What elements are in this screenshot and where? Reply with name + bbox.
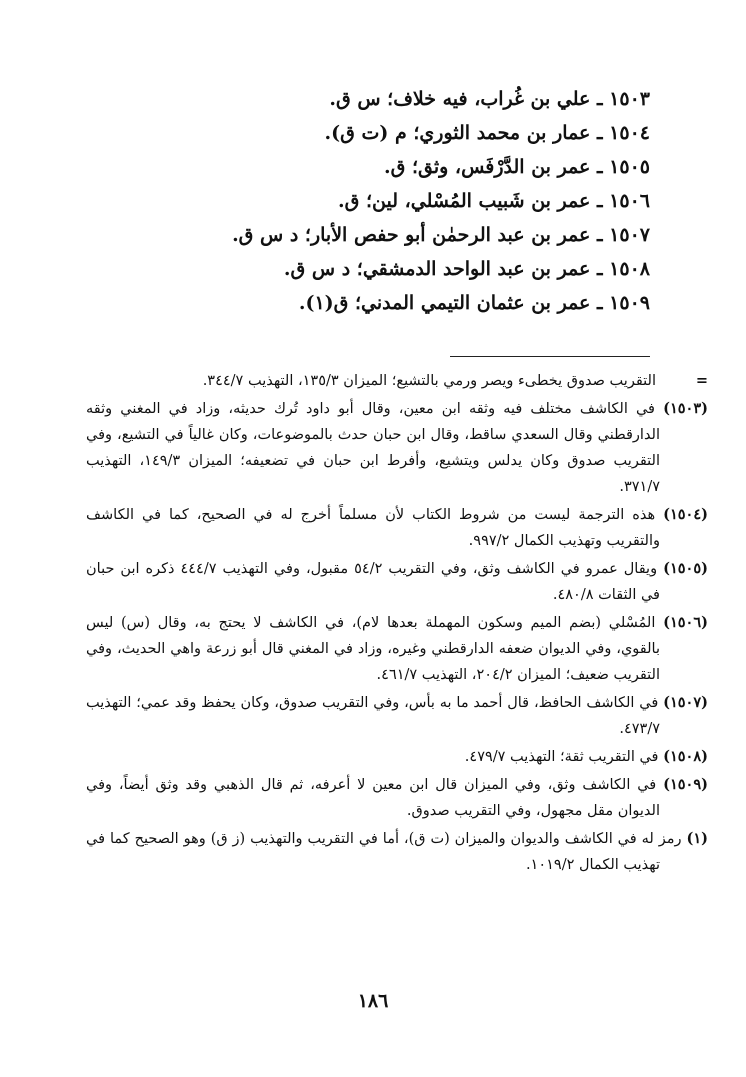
footnote-text: رمز له في الكاشف والديوان والميزان (ت ق)، أما في التقريب والتهذيب (ز ق) وهو الصحيح كما في تهذيب الكمال ١٠١٩/٢. xyxy=(86,831,682,873)
biography-entry-list xyxy=(130,82,650,320)
footnote-text: في الكاشف وثق، وفي الميزان قال ابن معين لا أعرفه، ثم قال الذهبي وقد وثق أيضاً، وفي الديوان مقل مجهول، وفي التقريب صدوق. xyxy=(86,777,660,819)
footnote-continuation-text: التقريب صدوق يخطىء ويصر ورمي بالتشيع؛ الميزان ١٣٥/٣، التهذيب ٣٤٤/٧. xyxy=(202,373,656,389)
page-number: ١٨٦ xyxy=(357,990,389,1012)
footnote-text: في الكاشف الحافظ، قال أحمد ما به بأس، وفي التقريب صدوق، وكان يحفظ وقد عمي؛ التهذيب ٤٧٣/٧. xyxy=(86,695,660,737)
footnote-1505 xyxy=(86,556,708,608)
entry-1508: ١٥٠٨ ـ عمر بن عبد الواحد الدمشقي؛ د س ق. xyxy=(283,258,650,280)
footnote-text: في التقريب ثقة؛ التهذيب ٤٧٩/٧. xyxy=(464,749,659,765)
footnote-text: المُسْلي (بضم الميم وسكون المهملة بعدها لام)، في الكاشف لا يحتج به، وقال (س) ليس بالقوي، وفي الديوان ضعفه الدارقطني وغيره، وزاد في المغني قال أبو زرعة واهي الحديث، وفي التقريب ضعيف؛ الميزان ٢٠٤/٢، التهذيب ٤٦١/٧. xyxy=(86,615,660,683)
footnote-separator xyxy=(450,356,650,357)
footnote-text: هذه الترجمة ليست من شروط الكتاب لأن مسلماً أخرج له في الصحيح، كما في الكاشف والتقريب وتهذيب الكمال ٩٩٧/٢. xyxy=(86,507,660,549)
footnote-continuation xyxy=(86,368,708,394)
footnote-1509 xyxy=(86,772,708,824)
footnote-1507 xyxy=(86,690,708,742)
footnote-number: (١٥٠٩) xyxy=(663,776,709,793)
continuation-marker: = xyxy=(695,372,708,389)
footnote-number: (١) xyxy=(686,830,708,847)
entry-1504: ١٥٠٤ ـ عمار بن محمد الثوري؛ م (ت ق). xyxy=(324,122,650,144)
footnote-number: (١٥٠٥) xyxy=(663,560,709,577)
footnote-1503 xyxy=(86,396,708,500)
entry-1505: ١٥٠٥ ـ عمر بن الدَّرْفَس، وثق؛ ق. xyxy=(384,156,650,178)
footnote-1506 xyxy=(86,610,708,688)
entry-1509: ١٥٠٩ ـ عمر بن عثمان التيمي المدني؛ ق(١). xyxy=(298,292,650,314)
entry-1507: ١٥٠٧ ـ عمر بن عبد الرحمٰن أبو حفص الأبار؛ د س ق. xyxy=(232,224,650,246)
footnote-number: (١٥٠٨) xyxy=(663,748,708,765)
footnote-1504 xyxy=(86,502,708,554)
footnote-text: في الكاشف مختلف فيه وثقه ابن معين، وقال أبو داود تُرك حديثه، وزاد في المغني وثقه الدارقطني وقال السعدي ساقط، وقال ابن حبان حدث بالموضوعات، وكان غالياً في التشيع، وفي التقريب صدوق وكان يدلس ويتشيع، وأفرط ابن حبان في تضعيفه؛ الميزان ١٤٩/٣، التهذيب ٣٧١/٧. xyxy=(86,401,660,495)
footnote-number: (١٥٠٤) xyxy=(663,506,708,523)
entry-1506: ١٥٠٦ ـ عمر بن شَبيب المُسْلي، لين؛ ق. xyxy=(338,190,650,212)
entry-1503: ١٥٠٣ ـ علي بن غُراب، فيه خلاف؛ س ق. xyxy=(329,88,650,110)
footnote-number: (١٥٠٧) xyxy=(663,694,709,711)
footnote-text: ويقال عمرو في الكاشف وثق، وفي التقريب ٥٤/٢ مقبول، وفي التهذيب ٤٤٤/٧ ذكره ابن حبان في الثقات ٤٨٠/٨. xyxy=(86,561,660,603)
footnote-1 xyxy=(86,826,708,878)
footnote-number: (١٥٠٦) xyxy=(663,614,708,631)
footnote-1508 xyxy=(86,744,708,770)
footnotes xyxy=(86,368,708,880)
footnote-number: (١٥٠٣) xyxy=(663,400,709,417)
